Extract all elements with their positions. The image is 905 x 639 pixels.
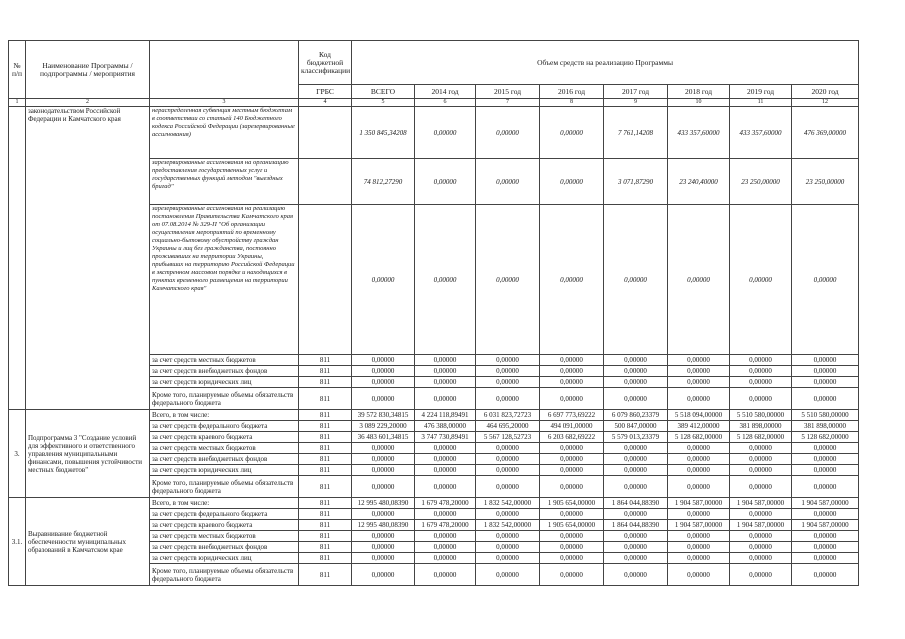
program-name: законодательством Российской Федерации и Камчатского края	[26, 107, 150, 410]
amount-cell: 0,00000	[668, 377, 730, 388]
amount-cell: 0,00000	[730, 542, 792, 553]
amount-cell: 3 071,87290	[604, 159, 668, 205]
amount-cell: 0,00000	[730, 476, 792, 498]
amount-cell: 5 518 094,00000	[668, 410, 730, 421]
column-number: 3	[150, 99, 299, 107]
amount-cell: 5 579 013,23379	[604, 432, 668, 443]
funding-source-label: Всего, в том числе:	[150, 498, 299, 509]
funding-source-label: зарезервированные ассигнования на организацию предоставления государственных услуг и государственных функций методом "выездных бригад"	[150, 159, 299, 205]
amount-cell: 0,00000	[540, 377, 604, 388]
header-no: № п/п	[9, 41, 26, 99]
amount-cell: 0,00000	[604, 355, 668, 366]
amount-cell: 0,00000	[540, 366, 604, 377]
amount-cell: 74 812,27290	[352, 159, 415, 205]
amount-cell: 0,00000	[604, 443, 668, 454]
amount-cell: 1 864 044,88390	[604, 498, 668, 509]
amount-cell: 1 905 654,00000	[540, 498, 604, 509]
amount-cell: 0,00000	[730, 553, 792, 564]
amount-cell: 0,00000	[352, 443, 415, 454]
table-row	[9, 107, 859, 159]
amount-cell: 0,00000	[604, 476, 668, 498]
amount-cell: 0,00000	[792, 542, 859, 553]
amount-cell: 0,00000	[415, 159, 476, 205]
amount-cell: 0,00000	[730, 443, 792, 454]
amount-cell: 0,00000	[352, 476, 415, 498]
amount-cell: 0,00000	[792, 388, 859, 410]
grbs-code: 811	[299, 564, 352, 586]
row-number: 3.	[9, 410, 26, 498]
amount-cell: 0,00000	[604, 377, 668, 388]
amount-cell: 0,00000	[730, 531, 792, 542]
amount-cell: 500 847,00000	[604, 421, 668, 432]
amount-cell: 1 832 542,00000	[476, 498, 540, 509]
grbs-code: 811	[299, 410, 352, 421]
amount-cell: 0,00000	[352, 454, 415, 465]
funding-source-label: за счет средств местных бюджетов	[150, 355, 299, 366]
grbs-code: 811	[299, 454, 352, 465]
funding-source-label: за счет средств местных бюджетов	[150, 443, 299, 454]
amount-cell: 0,00000	[792, 366, 859, 377]
amount-cell: 0,00000	[792, 443, 859, 454]
amount-cell: 0,00000	[476, 564, 540, 586]
amount-cell: 6 203 682,69222	[540, 432, 604, 443]
program-funding-table	[8, 40, 859, 586]
amount-cell: 6 697 773,69222	[540, 410, 604, 421]
grbs-code: 811	[299, 542, 352, 553]
amount-cell: 0,00000	[476, 476, 540, 498]
row-number	[9, 107, 26, 410]
amount-cell: 0,00000	[415, 205, 476, 355]
amount-cell: 0,00000	[540, 564, 604, 586]
grbs-code: 811	[299, 377, 352, 388]
column-number: 10	[668, 99, 730, 107]
grbs-code: 811	[299, 432, 352, 443]
amount-cell: 0,00000	[476, 377, 540, 388]
funding-source-label: за счет средств юридических лиц	[150, 377, 299, 388]
amount-cell: 0,00000	[604, 205, 668, 355]
amount-cell: 1 904 587,00000	[792, 498, 859, 509]
amount-cell: 0,00000	[352, 465, 415, 476]
amount-cell: 0,00000	[792, 564, 859, 586]
amount-cell: 3 747 730,89491	[415, 432, 476, 443]
amount-cell: 0,00000	[604, 564, 668, 586]
amount-cell: 39 572 830,34815	[352, 410, 415, 421]
amount-cell: 0,00000	[352, 377, 415, 388]
amount-cell: 0,00000	[540, 388, 604, 410]
grbs-code: 811	[299, 443, 352, 454]
amount-cell: 7 761,14208	[604, 107, 668, 159]
column-number: 9	[604, 99, 668, 107]
amount-cell: 36 483 601,34815	[352, 432, 415, 443]
column-number: 12	[792, 99, 859, 107]
amount-cell: 0,00000	[415, 443, 476, 454]
amount-cell: 0,00000	[540, 107, 604, 159]
amount-cell: 0,00000	[476, 553, 540, 564]
funding-source-label: зарезервированные ассигнования на реализацию постановления Правительства Камчатского края от 07.08.2014 № 329-П "Об организации осуществления мероприятий по временному социально-бытовому обустройству граждан Украины и лиц без гражданства, постоянно проживавших на территории Украины, прибывших на территорию Российской Федерации в экстренном массовом порядке и находящихся в пунктах временного размещения на территории Камчатского края"	[150, 205, 299, 355]
header-name: Наименование Программы / подпрограммы / мероприятия	[26, 41, 150, 99]
amount-cell: 433 357,60000	[668, 107, 730, 159]
funding-source-label: за счет средств юридических лиц	[150, 553, 299, 564]
amount-cell: 0,00000	[415, 465, 476, 476]
amount-cell: 0,00000	[352, 355, 415, 366]
amount-cell: 0,00000	[792, 355, 859, 366]
funding-source-label: Кроме того, планируемые объемы обязательств федерального бюджета	[150, 564, 299, 586]
grbs-code	[299, 205, 352, 355]
amount-cell: 0,00000	[352, 388, 415, 410]
amount-cell: 5 128 682,00000	[730, 432, 792, 443]
amount-cell: 0,00000	[540, 355, 604, 366]
amount-cell: 381 898,00000	[730, 421, 792, 432]
amount-cell: 1 679 478,20000	[415, 520, 476, 531]
amount-cell: 1 904 587,00000	[730, 498, 792, 509]
amount-cell: 464 695,20000	[476, 421, 540, 432]
amount-cell: 4 224 118,89491	[415, 410, 476, 421]
column-number: 7	[476, 99, 540, 107]
amount-cell: 5 128 682,00000	[668, 432, 730, 443]
column-number: 11	[730, 99, 792, 107]
header-year: 2016 год	[540, 85, 604, 99]
amount-cell: 0,00000	[352, 564, 415, 586]
amount-cell: 0,00000	[668, 553, 730, 564]
header-year: 2020 год	[792, 85, 859, 99]
amount-cell: 23 250,00000	[792, 159, 859, 205]
amount-cell: 1 679 478,20000	[415, 498, 476, 509]
funding-source-label: за счет средств внебюджетных фондов	[150, 454, 299, 465]
amount-cell: 3 089 229,20000	[352, 421, 415, 432]
column-number: 5	[352, 99, 415, 107]
amount-cell: 0,00000	[476, 443, 540, 454]
funding-source-label: Всего, в том числе:	[150, 410, 299, 421]
funding-source-label: за счет средств краевого бюджета	[150, 520, 299, 531]
amount-cell: 5 510 580,00000	[792, 410, 859, 421]
amount-cell: 0,00000	[730, 205, 792, 355]
amount-cell: 0,00000	[476, 355, 540, 366]
funding-source-label: за счет средств местных бюджетов	[150, 531, 299, 542]
amount-cell: 0,00000	[792, 465, 859, 476]
amount-cell: 0,00000	[415, 377, 476, 388]
amount-cell: 0,00000	[604, 454, 668, 465]
amount-cell: 0,00000	[352, 542, 415, 553]
funding-source-label: нераспределенная субвенция местным бюджетам в соответствии со статьей 140 Бюджетного кодекса Российской Федерации (зарезервированные ассигнования)	[150, 107, 299, 159]
grbs-code: 811	[299, 520, 352, 531]
amount-cell: 0,00000	[668, 388, 730, 410]
funding-source-label: за счет средств внебюджетных фондов	[150, 542, 299, 553]
amount-cell: 5 567 128,52723	[476, 432, 540, 443]
amount-cell: 0,00000	[540, 531, 604, 542]
amount-cell: 0,00000	[540, 465, 604, 476]
amount-cell: 1 904 587,00000	[668, 520, 730, 531]
amount-cell: 389 412,00000	[668, 421, 730, 432]
amount-cell: 0,00000	[415, 531, 476, 542]
amount-cell: 476 369,00000	[792, 107, 859, 159]
amount-cell: 0,00000	[352, 205, 415, 355]
amount-cell: 0,00000	[540, 159, 604, 205]
column-number: 2	[26, 99, 150, 107]
column-number: 4	[299, 99, 352, 107]
header-year: 2015 год	[476, 85, 540, 99]
amount-cell: 0,00000	[415, 542, 476, 553]
grbs-code: 811	[299, 465, 352, 476]
grbs-code: 811	[299, 498, 352, 509]
amount-cell: 0,00000	[604, 531, 668, 542]
funding-source-label: Кроме того, планируемые объемы обязательств федерального бюджета	[150, 476, 299, 498]
amount-cell: 0,00000	[476, 531, 540, 542]
amount-cell: 5 128 682,00000	[792, 432, 859, 443]
amount-cell: 1 832 542,00000	[476, 520, 540, 531]
amount-cell: 0,00000	[730, 366, 792, 377]
amount-cell: 0,00000	[352, 553, 415, 564]
funding-source-label: Кроме того, планируемые объемы обязательств федерального бюджета	[150, 388, 299, 410]
amount-cell: 0,00000	[668, 476, 730, 498]
amount-cell: 5 510 580,00000	[730, 410, 792, 421]
amount-cell: 0,00000	[792, 531, 859, 542]
column-number-row	[9, 99, 859, 107]
header-year: 2018 год	[668, 85, 730, 99]
amount-cell: 0,00000	[668, 509, 730, 520]
amount-cell: 0,00000	[730, 454, 792, 465]
amount-cell: 0,00000	[476, 107, 540, 159]
amount-cell: 433 357,60000	[730, 107, 792, 159]
header-year: ВСЕГО	[352, 85, 415, 99]
program-name: Выравнивание бюджетной обеспеченности муниципальных образований в Камчатском крае	[26, 498, 150, 586]
table-row	[9, 410, 859, 421]
amount-cell: 0,00000	[668, 454, 730, 465]
amount-cell: 0,00000	[352, 531, 415, 542]
amount-cell: 0,00000	[668, 366, 730, 377]
amount-cell: 12 995 480,08390	[352, 498, 415, 509]
amount-cell: 1 904 587,00000	[730, 520, 792, 531]
amount-cell: 0,00000	[792, 553, 859, 564]
grbs-code	[299, 107, 352, 159]
amount-cell: 0,00000	[604, 553, 668, 564]
grbs-code: 811	[299, 421, 352, 432]
amount-cell: 0,00000	[415, 564, 476, 586]
amount-cell: 0,00000	[730, 388, 792, 410]
amount-cell: 1 904 587,00000	[668, 498, 730, 509]
amount-cell: 0,00000	[415, 107, 476, 159]
amount-cell: 0,00000	[540, 476, 604, 498]
amount-cell: 0,00000	[668, 355, 730, 366]
funding-source-label: за счет средств юридических лиц	[150, 465, 299, 476]
amount-cell: 0,00000	[476, 388, 540, 410]
amount-cell: 0,00000	[668, 465, 730, 476]
header-blank	[150, 41, 299, 99]
amount-cell: 0,00000	[668, 443, 730, 454]
amount-cell: 1 350 845,34208	[352, 107, 415, 159]
header-kbk: Код бюджетной классификации	[299, 41, 352, 85]
header-volume: Объем средств на реализацию Программы	[352, 41, 859, 85]
amount-cell: 0,00000	[730, 377, 792, 388]
amount-cell: 1 904 587,00000	[792, 520, 859, 531]
amount-cell: 0,00000	[792, 476, 859, 498]
grbs-code: 811	[299, 531, 352, 542]
amount-cell: 1 905 654,00000	[540, 520, 604, 531]
amount-cell: 0,00000	[730, 564, 792, 586]
amount-cell: 0,00000	[604, 465, 668, 476]
amount-cell: 0,00000	[792, 377, 859, 388]
amount-cell: 0,00000	[730, 465, 792, 476]
amount-cell: 0,00000	[604, 388, 668, 410]
amount-cell: 494 091,00000	[540, 421, 604, 432]
amount-cell: 476 388,00000	[415, 421, 476, 432]
grbs-code: 811	[299, 388, 352, 410]
grbs-code: 811	[299, 476, 352, 498]
amount-cell: 0,00000	[668, 542, 730, 553]
amount-cell: 0,00000	[540, 443, 604, 454]
amount-cell: 12 995 480,08390	[352, 520, 415, 531]
amount-cell: 0,00000	[352, 366, 415, 377]
column-number: 8	[540, 99, 604, 107]
amount-cell: 0,00000	[540, 454, 604, 465]
amount-cell: 0,00000	[668, 531, 730, 542]
amount-cell: 0,00000	[604, 366, 668, 377]
amount-cell: 1 864 044,88390	[604, 520, 668, 531]
program-name: Подпрограмма 3 "Создание условий для эффективного и ответственного управления муниципальными финансами, повышения устойчивости местных бюджетов"	[26, 410, 150, 498]
amount-cell: 0,00000	[668, 205, 730, 355]
amount-cell: 0,00000	[415, 553, 476, 564]
header-grbs: ГРБС	[299, 85, 352, 99]
funding-source-label: за счет средств федерального бюджета	[150, 421, 299, 432]
funding-source-label: за счет средств федерального бюджета	[150, 509, 299, 520]
column-number: 1	[9, 99, 26, 107]
amount-cell: 381 898,00000	[792, 421, 859, 432]
amount-cell: 0,00000	[604, 542, 668, 553]
table-row	[9, 498, 859, 509]
grbs-code: 811	[299, 553, 352, 564]
amount-cell: 0,00000	[792, 509, 859, 520]
amount-cell: 0,00000	[604, 509, 668, 520]
amount-cell: 0,00000	[415, 509, 476, 520]
amount-cell: 6 079 860,23379	[604, 410, 668, 421]
amount-cell: 0,00000	[476, 465, 540, 476]
amount-cell: 0,00000	[352, 509, 415, 520]
amount-cell: 0,00000	[476, 159, 540, 205]
grbs-code	[299, 159, 352, 205]
amount-cell: 0,00000	[540, 205, 604, 355]
amount-cell: 23 250,00000	[730, 159, 792, 205]
amount-cell: 0,00000	[540, 509, 604, 520]
amount-cell: 0,00000	[415, 476, 476, 498]
header-year: 2014 год	[415, 85, 476, 99]
amount-cell: 6 031 823,72723	[476, 410, 540, 421]
amount-cell: 0,00000	[415, 355, 476, 366]
amount-cell: 0,00000	[415, 454, 476, 465]
funding-source-label: за счет средств краевого бюджета	[150, 432, 299, 443]
header-year: 2019 год	[730, 85, 792, 99]
amount-cell: 0,00000	[540, 542, 604, 553]
amount-cell: 0,00000	[476, 366, 540, 377]
amount-cell: 0,00000	[792, 205, 859, 355]
column-number: 6	[415, 99, 476, 107]
row-number: 3.1.	[9, 498, 26, 586]
amount-cell: 0,00000	[415, 388, 476, 410]
amount-cell: 0,00000	[730, 355, 792, 366]
amount-cell: 0,00000	[415, 366, 476, 377]
funding-source-label: за счет средств внебюджетных фондов	[150, 366, 299, 377]
amount-cell: 0,00000	[730, 509, 792, 520]
amount-cell: 0,00000	[476, 205, 540, 355]
grbs-code: 811	[299, 509, 352, 520]
amount-cell: 0,00000	[476, 509, 540, 520]
amount-cell: 0,00000	[476, 542, 540, 553]
grbs-code: 811	[299, 366, 352, 377]
header-year: 2017 год	[604, 85, 668, 99]
amount-cell: 0,00000	[668, 564, 730, 586]
amount-cell: 0,00000	[476, 454, 540, 465]
amount-cell: 0,00000	[792, 454, 859, 465]
amount-cell: 0,00000	[540, 553, 604, 564]
amount-cell: 23 240,40000	[668, 159, 730, 205]
grbs-code: 811	[299, 355, 352, 366]
